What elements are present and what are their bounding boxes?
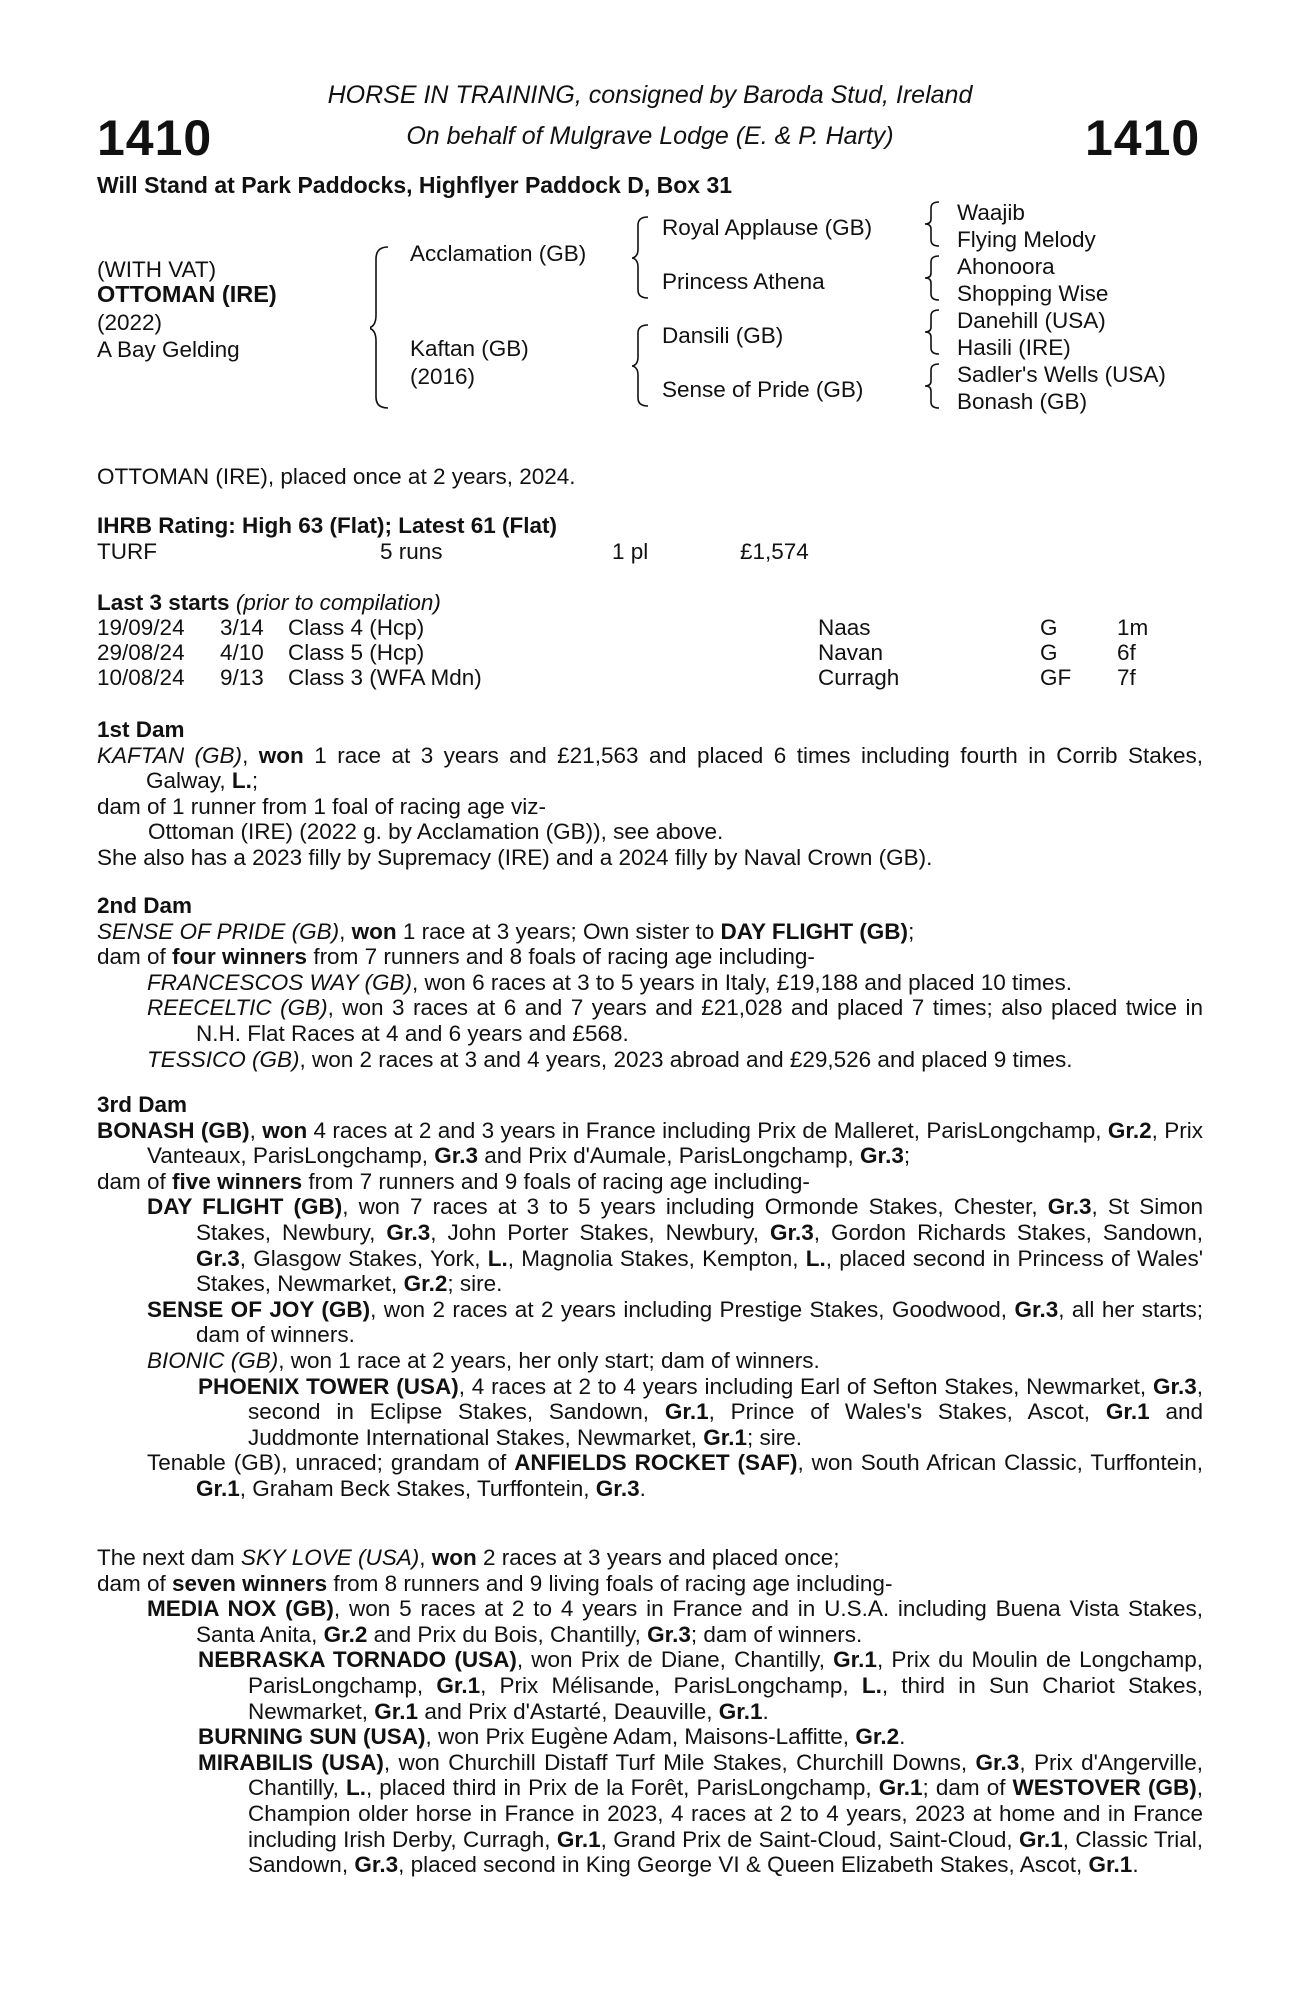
text: , Prix Mélisande, ParisLongchamp,: [480, 1672, 862, 1698]
offspring-name: BIONIC (GB): [147, 1347, 279, 1373]
consignor-line: HORSE IN TRAINING, consigned by Baroda Stud, Ireland: [327, 81, 973, 109]
stand-location: Will Stand at Park Paddocks, Highflyer Paddock D, Box 31: [97, 172, 733, 198]
offspring-name: ANFIELDS ROCKET (SAF): [514, 1450, 798, 1476]
first-dam-produce-summary: dam of 1 runner from 1 foal of racing age viz-: [97, 793, 546, 819]
offspring-text: , won 3 races at 6 and 7 years and £21,028 and placed 7 times; also placed twice in N.H. Flat Races at 4 and 6 years and £568.: [196, 995, 1203, 1046]
ancestor-3: Ahonoora: [957, 254, 1055, 279]
offspring-name: SENSE OF JOY (GB): [147, 1296, 371, 1322]
g-brace-1: [925, 200, 941, 248]
text: and Juddmonte International Stakes, Newmarket,: [248, 1399, 1204, 1450]
next-dam-produce-summary: [97, 1571, 1203, 1597]
punct: .: [639, 1475, 646, 1501]
second-dam-text: 1 race at 3 years; Own sister to: [396, 918, 721, 944]
text: , second in Eclipse Stakes, Sandown,: [248, 1373, 1203, 1425]
start-course-2: Navan: [818, 640, 884, 665]
text: , placed third in Prix de la Forêt, ParisLongchamp,: [365, 1775, 879, 1801]
punct: .: [762, 1698, 769, 1724]
grade-label: Gr.1: [878, 1775, 923, 1801]
sire-dam-brace: [370, 245, 390, 410]
text: , won 5 races at 2 to 4 years in France and in U.S.A. including Buena Vista Stakes, Santa Anita,: [196, 1596, 1203, 1647]
offspring-reeceltic: [97, 995, 1203, 1046]
sibling-name: DAY FLIGHT (GB): [720, 918, 909, 944]
dam: Kaftan (GB): [410, 336, 529, 361]
third-dam-record: BONASH (GB), won 4 races at 2 and 3 years in France including Prix de Malleret, ParisLongchamp, Gr.2, Prix Vanteaux, ParisLongchamp, Gr.3 and Prix d'Aumale, ParisLongchamp, Gr.3;: [97, 1117, 1203, 1169]
grade-label: Gr.1: [703, 1424, 748, 1450]
rating-runs: 5 runs: [380, 539, 443, 564]
text: , Prix Vanteaux, ParisLongchamp,: [147, 1117, 1203, 1169]
text: , Grand Prix de Saint-Cloud, Saint-Cloud,: [600, 1826, 1019, 1852]
text: , placed second in King George VI & Queen Elizabeth Stakes, Ascot,: [398, 1852, 1089, 1878]
race-summary: OTTOMAN (IRE), placed once at 2 years, 2024.: [97, 464, 576, 489]
offspring-name: REECELTIC (GB): [147, 995, 328, 1021]
g-brace-3: [925, 308, 941, 356]
text: dam of: [97, 944, 173, 970]
rating-earnings: £1,574: [740, 539, 809, 564]
grade-label: Gr.1: [436, 1672, 481, 1698]
third-dam-title: 3rd Dam: [97, 1092, 188, 1117]
offspring-mirabilis: [97, 1750, 1203, 1878]
grade-label: Gr.1: [556, 1826, 601, 1852]
start-course-1: Naas: [818, 615, 871, 640]
text: , Prince of Wales's Stakes, Ascot,: [708, 1399, 1106, 1425]
ancestor-2: Flying Melody: [957, 227, 1096, 252]
last-starts-title: Last 3 starts: [97, 590, 230, 615]
punct: .: [1132, 1852, 1139, 1878]
grade-label: Gr.1: [196, 1475, 240, 1501]
offspring-tenable: [97, 1450, 1203, 1501]
grade-label: Gr.2: [855, 1724, 900, 1750]
grade-label: Gr.3: [595, 1475, 640, 1501]
text: , Champion older horse in France in 2023, 4 races at 2 to 4 years, 2023 at home and in France including Irish Derby, Curragh,: [248, 1775, 1203, 1852]
text: ; dam of winners.: [690, 1621, 863, 1647]
start-going-2: G: [1040, 640, 1058, 665]
text: , St Simon Stakes, Newbury,: [196, 1194, 1203, 1245]
second-dam-produce-summary: [97, 944, 1203, 970]
grade-label: Gr.2: [403, 1271, 448, 1297]
offspring-name: PHOENIX TOWER (USA): [198, 1373, 459, 1399]
offspring-bionic: [97, 1348, 1203, 1374]
dam-year: (2016): [410, 364, 476, 389]
ancestor-8: Bonash (GB): [957, 389, 1088, 414]
grade-label: Gr.1: [1105, 1399, 1150, 1425]
listed-label: L.: [805, 1245, 826, 1271]
winners-count: four winners: [172, 944, 308, 970]
text: , all her starts; dam of winners.: [196, 1296, 1204, 1348]
first-dam-title: 1st Dam: [97, 717, 185, 742]
offspring-tessico: [97, 1047, 1203, 1073]
text: , Classic Trial, Sandown,: [248, 1826, 1203, 1878]
grade-label: Gr.1: [1018, 1826, 1063, 1852]
offspring-day-flight: [97, 1194, 1203, 1296]
text: , Magnolia Stakes, Kempton,: [507, 1245, 806, 1271]
won-label: won: [258, 742, 304, 768]
text: from 8 runners and 9 living foals of racing age including-: [327, 1570, 893, 1596]
text: , Prix du Moulin de Longchamp, ParisLongchamp,: [248, 1647, 1204, 1698]
text: , Glasgow Stakes, York,: [239, 1245, 488, 1271]
winners-count: seven winners: [172, 1570, 328, 1596]
text: 2 races at 3 years and placed once;: [476, 1545, 840, 1570]
horse-description: A Bay Gelding: [97, 337, 240, 362]
start-distance-1: 1m: [1117, 615, 1149, 640]
offspring-phoenix-tower: [97, 1374, 1203, 1451]
grade-label: Gr.1: [1088, 1852, 1133, 1878]
won-label: won: [351, 918, 397, 944]
text: , won Prix de Diane, Chantilly,: [516, 1647, 834, 1673]
first-dam-record: KAFTAN (GB), won 1 race at 3 years and £21,563 and placed 6 times including fourth in Corrib Stakes, Galway, L.;: [97, 742, 1203, 794]
punct: ;: [903, 1143, 911, 1169]
grade-label: Gr.3: [386, 1219, 431, 1245]
rating-title: IHRB Rating: High 63 (Flat); Latest 61 (Flat): [97, 513, 558, 538]
dam-parents-brace: [632, 323, 650, 408]
offspring-name: DAY FLIGHT (GB): [147, 1194, 343, 1220]
third-dam-produce-summary: [97, 1169, 1203, 1195]
first-dam-offspring: Ottoman (IRE) (2022 g. by Acclamation (GB)), see above.: [148, 819, 724, 845]
ancestor-4: Shopping Wise: [957, 281, 1109, 306]
rating-placed: 1 pl: [612, 539, 649, 564]
text: , 4 races at 2 to 4 years including Earl of Sefton Stakes, Newmarket,: [458, 1373, 1153, 1399]
offspring-name: WESTOVER (GB): [1012, 1775, 1197, 1801]
offspring-text: , won 6 races at 3 to 5 years in Italy, £19,188 and placed 10 times.: [412, 969, 1073, 995]
start-distance-3: 7f: [1117, 665, 1136, 690]
vat-note: (WITH VAT): [97, 257, 217, 282]
offspring-burning-sun: [97, 1724, 1203, 1750]
listed-label: L.: [487, 1245, 508, 1271]
second-dam-record: SENSE OF PRIDE (GB), won 1 race at 3 years; Own sister to DAY FLIGHT (GB);: [97, 918, 915, 944]
text: and Prix du Bois, Chantilly,: [367, 1621, 648, 1647]
offspring-text: , won 2 races at 3 and 4 years, 2023 abroad and £29,526 and placed 9 times.: [299, 1046, 1073, 1072]
grade-label: Gr.3: [196, 1245, 240, 1271]
grade-label: Gr.3: [1152, 1373, 1197, 1399]
ancestor-7: Sadler's Wells (USA): [957, 362, 1166, 387]
text: , won South African Classic, Turffontein,: [797, 1450, 1203, 1476]
offspring-name: TESSICO (GB): [147, 1046, 300, 1072]
second-dam-title: 2nd Dam: [97, 893, 193, 918]
start-date-3: 10/08/24: [97, 665, 185, 690]
text: , Gordon Richards Stakes, Sandown,: [813, 1219, 1204, 1245]
next-dam-name: SKY LOVE (USA): [240, 1545, 420, 1570]
start-pos-1: 3/14: [220, 615, 264, 640]
grade-label: Gr.3: [1047, 1194, 1092, 1220]
listed-label: L.: [231, 768, 252, 794]
start-going-1: G: [1040, 615, 1058, 640]
horse-year: (2022): [97, 310, 163, 335]
offspring-name: MIRABILIS (USA): [198, 1749, 384, 1775]
text: , Graham Beck Stakes, Turffontein,: [239, 1475, 596, 1501]
offspring-nebraska-tornado: [97, 1647, 1203, 1724]
listed-label: L.: [861, 1672, 882, 1698]
offspring-francescos-way: [97, 970, 1203, 996]
grade-label: Gr.1: [664, 1399, 709, 1425]
dam-dam: Sense of Pride (GB): [662, 377, 864, 402]
grade-label: Gr.3: [1014, 1296, 1059, 1322]
next-dam-record: The next dam SKY LOVE (USA), won 2 races at 3 years and placed once;: [97, 1545, 840, 1570]
grade-label: Gr.1: [374, 1698, 419, 1724]
last-starts-note: (prior to compilation): [235, 590, 441, 615]
offspring-name: MEDIA NOX (GB): [147, 1596, 334, 1622]
sire-parents-brace: [632, 215, 650, 300]
offspring-name: NEBRASKA TORNADO (USA): [198, 1647, 517, 1673]
text: ; sire.: [447, 1271, 503, 1297]
start-pos-3: 9/13: [220, 665, 264, 690]
text: The next dam: [97, 1545, 241, 1570]
won-label: won: [262, 1117, 308, 1143]
next-dam-section: [97, 1545, 1203, 1878]
text: from 7 runners and 9 foals of racing age including-: [302, 1168, 810, 1194]
lot-number-right: 1410: [1085, 110, 1201, 166]
offspring-sense-of-joy: [97, 1297, 1203, 1348]
punct: ;: [908, 918, 915, 944]
listed-label: L.: [345, 1775, 366, 1801]
start-date-1: 19/09/24: [97, 615, 185, 640]
text: , placed second in Princess of Wales' Stakes, Newmarket,: [196, 1245, 1204, 1297]
first-dam-text: 1 race at 3 years and £21,563 and placed 6 times including fourth in Corrib Stakes, Galway,: [146, 742, 1203, 794]
first-dam-name: KAFTAN (GB): [97, 742, 243, 768]
start-pos-2: 4/10: [220, 640, 264, 665]
grade-label: Gr.3: [860, 1143, 904, 1169]
text: , won Churchill Distaff Turf Mile Stakes, Churchill Downs,: [383, 1749, 976, 1775]
text: , won 1 race at 2 years, her only start; dam of winners.: [278, 1347, 820, 1373]
grade-label: Gr.2: [323, 1621, 368, 1647]
rating-surface: TURF: [97, 539, 157, 564]
last-starts-heading: [97, 590, 441, 616]
text: , John Porter Stakes, Newbury,: [430, 1219, 770, 1245]
text: and Prix d'Aumale, ParisLongchamp,: [478, 1143, 861, 1169]
grade-label: Gr.3: [434, 1143, 479, 1169]
grade-label: Gr.2: [1107, 1117, 1152, 1143]
horse-name: OTTOMAN (IRE): [97, 281, 277, 307]
ancestor-1: Waajib: [957, 200, 1025, 225]
start-class-1: Class 4 (Hcp): [288, 615, 425, 640]
punct: ;: [251, 768, 259, 794]
text: , third in Sun Chariot Stakes, Newmarket,: [248, 1672, 1203, 1724]
first-dam-section: [97, 717, 1203, 871]
grade-label: Gr.3: [769, 1219, 814, 1245]
grade-label: Gr.1: [833, 1647, 877, 1673]
offspring-name: FRANCESCOS WAY (GB): [147, 969, 413, 995]
sire-dam: Princess Athena: [662, 269, 825, 294]
third-dam-section: [97, 1092, 1203, 1502]
g-brace-4: [925, 362, 941, 410]
text: , won Prix Eugène Adam, Maisons-Laffitte,: [425, 1724, 856, 1750]
on-behalf-line: On behalf of Mulgrave Lodge (E. & P. Harty): [406, 122, 894, 150]
punct: .: [899, 1724, 906, 1750]
won-label: won: [431, 1545, 477, 1570]
start-distance-2: 6f: [1117, 640, 1136, 665]
first-dam-foals-note: She also has a 2023 filly by Supremacy (IRE) and a 2024 filly by Naval Crown (GB).: [97, 844, 933, 870]
second-dam-section: [97, 893, 1203, 1072]
offspring-media-nox: [97, 1596, 1203, 1647]
start-date-2: 29/08/24: [97, 640, 185, 665]
dam-sire: Dansili (GB): [662, 323, 784, 348]
text: dam of: [97, 1570, 173, 1596]
lot-number-left: 1410: [97, 110, 213, 166]
start-class-2: Class 5 (Hcp): [288, 640, 425, 665]
text: , won 2 races at 2 years including Prestige Stakes, Goodwood,: [370, 1296, 1015, 1322]
text: 4 races at 2 and 3 years in France including Prix de Malleret, ParisLongchamp,: [307, 1117, 1108, 1143]
text: Tenable (GB), unraced; grandam of: [147, 1450, 515, 1476]
grade-label: Gr.1: [718, 1698, 763, 1724]
grade-label: Gr.3: [354, 1852, 399, 1878]
g-brace-2: [925, 254, 941, 302]
offspring-name: BURNING SUN (USA): [198, 1724, 426, 1750]
start-course-3: Curragh: [818, 665, 900, 690]
sire-sire: Royal Applause (GB): [662, 215, 873, 240]
text: dam of: [97, 1168, 173, 1194]
start-class-3: Class 3 (WFA Mdn): [288, 665, 482, 690]
grade-label: Gr.3: [975, 1749, 1020, 1775]
text: and Prix d'Astarté, Deauville,: [418, 1698, 719, 1724]
sire: Acclamation (GB): [410, 241, 587, 266]
ancestor-5: Danehill (USA): [957, 308, 1106, 333]
second-dam-name: SENSE OF PRIDE (GB): [97, 918, 340, 944]
text: from 7 runners and 8 foals of racing age including-: [307, 944, 815, 970]
text: , won 7 races at 3 to 5 years including Ormonde Stakes, Chester,: [342, 1194, 1048, 1220]
winners-count: five winners: [172, 1168, 303, 1194]
text: ; sire.: [747, 1424, 803, 1450]
text: ; dam of: [922, 1775, 1013, 1801]
third-dam-name: BONASH (GB): [97, 1117, 250, 1143]
grade-label: Gr.3: [647, 1621, 691, 1647]
start-going-3: GF: [1040, 665, 1072, 690]
ancestor-6: Hasili (IRE): [957, 335, 1071, 360]
text: , Prix d'Angerville, Chantilly,: [248, 1749, 1203, 1801]
